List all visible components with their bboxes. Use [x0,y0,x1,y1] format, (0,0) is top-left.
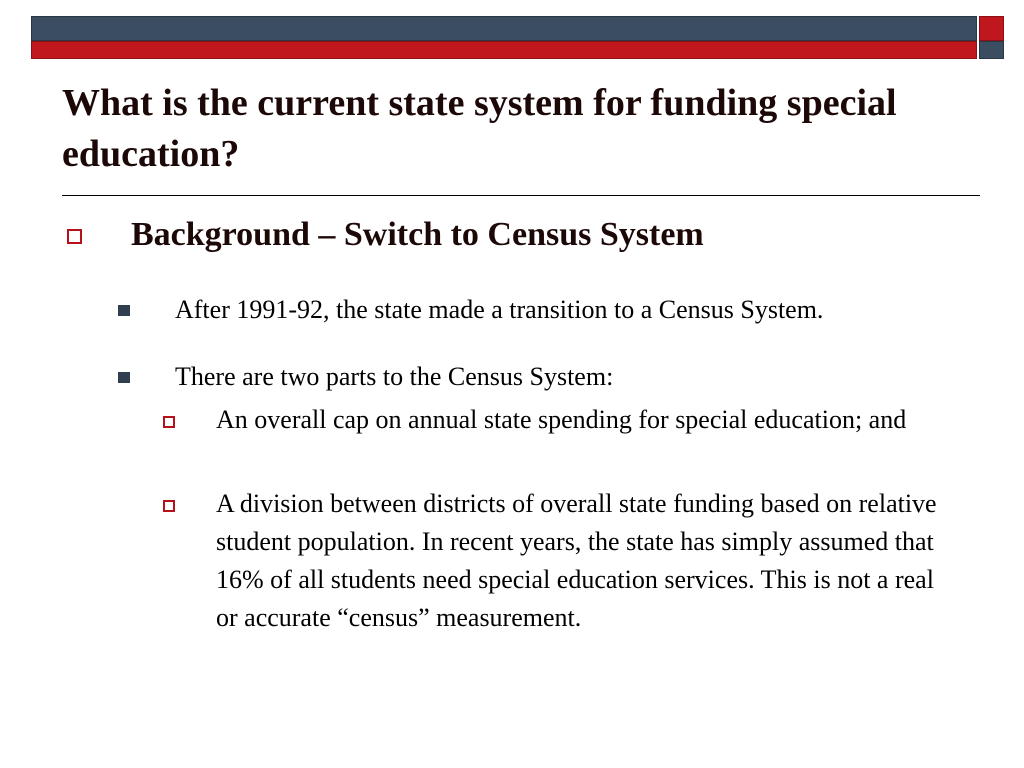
hollow-square-bullet-icon [67,229,82,244]
filled-square-bullet-icon [118,372,130,383]
hollow-square-bullet-icon [163,416,175,428]
sub-bullet-text: A division between districts of overall state funding based on relative student population. In recent years, the state has simply assumed that 16% of all students need special education services. This is not a real or accurate “census” measurement. [216,489,937,632]
slide-title: What is the current state system for funding special education? [62,82,897,175]
heading-text: Background – Switch to Census System [131,216,704,253]
bullet-text: There are two parts to the Census System: [175,362,614,391]
sub-bullet-text: An overall cap on annual state spending for special education; and [216,405,907,434]
bullet-text: After 1991-92, the state made a transition to a Census System. [175,295,824,324]
filled-square-bullet-icon [118,305,130,316]
hollow-square-bullet-icon [163,500,175,512]
